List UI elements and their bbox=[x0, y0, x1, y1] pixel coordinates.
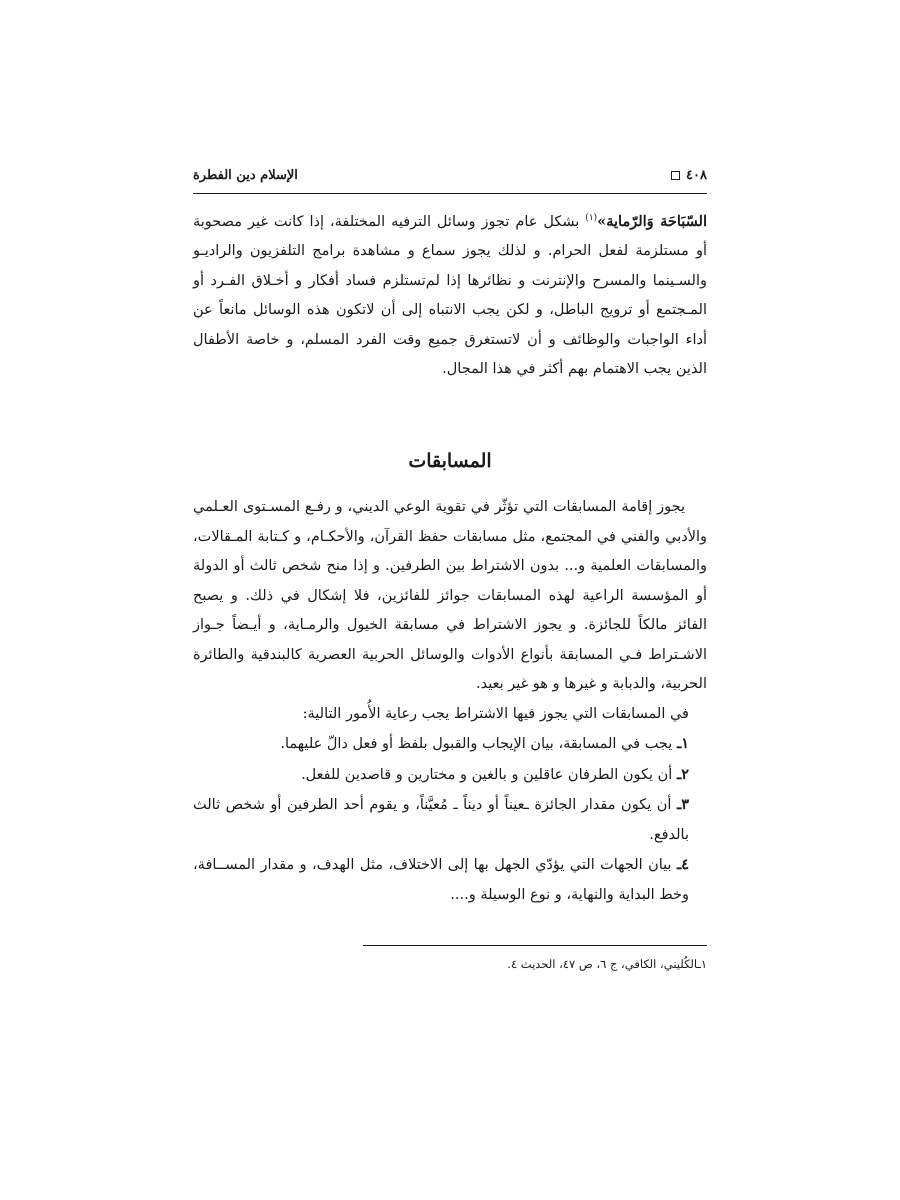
conditions-intro: في المسابقات التي يجوز فيها الاشتراط يجب رعاية الأُمور التالية: bbox=[302, 705, 689, 722]
header-divider bbox=[193, 193, 707, 194]
condition-text: يجب في المسابقة، بيان الإيجاب والقبول بلفظ أو فعل دالّ عليهما. bbox=[280, 736, 677, 752]
page-number: ٤٠٨ bbox=[686, 168, 707, 183]
book-title: الإسلام دين الفطرة bbox=[193, 168, 298, 183]
condition-number: ٣ـ bbox=[676, 796, 689, 813]
condition-text: أن يكون الطرفان عاقلين و بالغين و مختارين و قاصدين للفعل. bbox=[301, 766, 677, 783]
running-header bbox=[193, 168, 707, 190]
condition-number: ١ـ bbox=[676, 735, 689, 752]
intro-text: بشكل عام تجوز وسائل الترفيه المختلفة، إذا كانت غير مصحوبة أو مستلزمة لفعل الحرام. و لذلك يجوز سماع و مشاهدة برامج التلفزيون والراديـو والسـينما والمسرح والإنترنت و نظائرها إذا لم‌تستلزم فساد أفكار و أخـلاق الفـرد أو المـجتمع أو ترويج الباطل، و لكن يجب الانتباه إلى أن لاتكون هذه الوسائل مانعاً عن أداء الواجبات والوظائف و أن لاتستغرق جميع وقت الفرد المسلم، و خاصة الأطفال الذين يجب الاهتمام بهم أكثر في هذا المجال. bbox=[193, 213, 707, 378]
section-paragraph: يجوز إقامة المسابقات التي تؤثّر في تقوية الوعي الديني، و رفـع المسـتوى العـلمي والأدبي والفني في المجتمع، مثل مسابقات حفظ القرآن، والأحكـام، و كـتابة المـقالات، والمسابقات العلمية و... بدون الاشتراط بين الطرفين. و إذا منح شخص ثالث أو الدولة أو المؤسسة الراعية لهذه المسابقات جوائز للفائزين، فلا إشكال في ذلك. و يصبح الفائز مالكاً للجائزة. و يجوز الاشتراط في مسابقة الخيول والرمـاية، و أيـضاً جـواز الاشـتراط فـي المسابقة بأنواع الأدوات والوسائل الحربية العصرية كالبندقية والطائرة الحربية، والدبابة و غيرها و هو غير بعيد. bbox=[193, 499, 707, 692]
intro-paragraph-block bbox=[193, 204, 707, 385]
condition-number: ٢ـ bbox=[676, 765, 689, 783]
condition-text: أن يكون مقدار الجائزة ـعيناً أو ديناً ـ مُعيَّناً، و يقوم أحد الطرفين أو شخص ثالث بالدفع. bbox=[193, 797, 689, 843]
footnote: ١ـالكُليني، الكافي، ج ٦، ص ٤٧، الحديث ٤. bbox=[507, 957, 707, 971]
section-title: المسابقات bbox=[408, 450, 492, 472]
section-body bbox=[193, 493, 707, 910]
condition-text: بيان الجهات التي يؤدّي الجهل بها إلى الاختلاف، مثل الهدف، و مقدار المســافة، وخط البداية والنهاية، و نوع الوسيلة و.... bbox=[193, 857, 689, 903]
footnote-reference: (١) bbox=[585, 213, 598, 223]
intro-bold-lead: السّبَاحَة وَالرّماية» bbox=[597, 212, 707, 230]
condition-item bbox=[193, 760, 707, 791]
intro-paragraph bbox=[193, 204, 707, 385]
condition-item bbox=[193, 850, 707, 910]
square-icon bbox=[671, 171, 680, 180]
condition-number: ٤ـ bbox=[676, 856, 689, 873]
page-number-group bbox=[671, 168, 707, 183]
condition-item bbox=[193, 729, 707, 760]
condition-item bbox=[193, 790, 707, 850]
footnote-divider bbox=[363, 945, 707, 946]
